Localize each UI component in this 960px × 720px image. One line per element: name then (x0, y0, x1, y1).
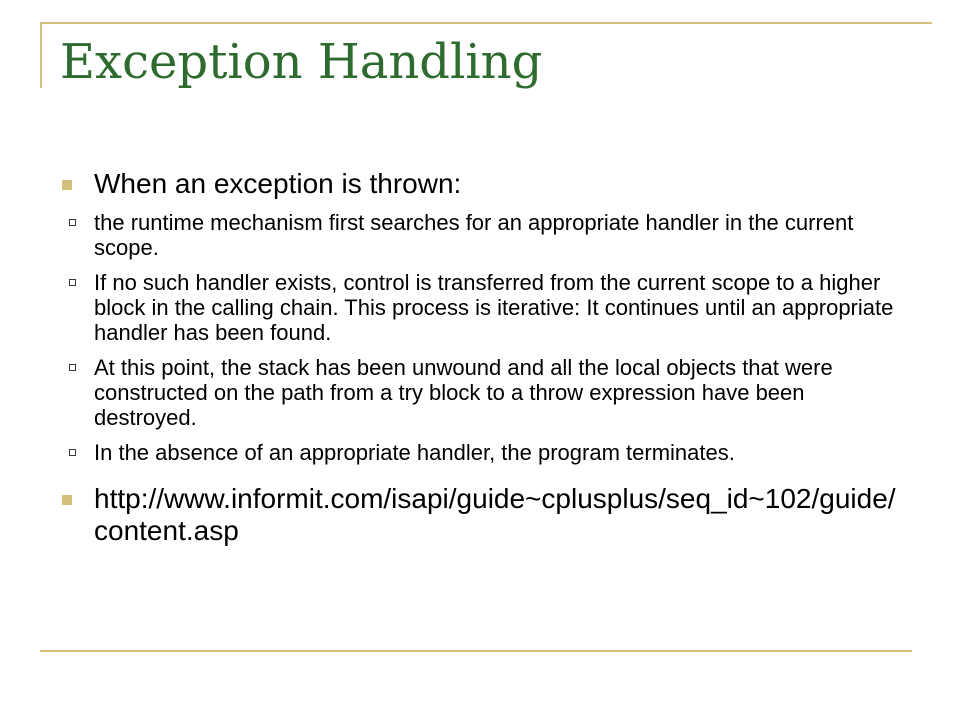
sub-bullet-item (60, 210, 900, 260)
sub-bullet-item (60, 355, 900, 430)
top-rule (40, 22, 932, 24)
reference-url-text: http://www.informit.com/isapi/guide~cplusplus/seq_id~102/guide/content.asp (94, 483, 896, 546)
square-bullet-icon (62, 495, 72, 505)
left-rule (40, 22, 42, 88)
bullet-text: When an exception is thrown: (94, 168, 462, 199)
bullet-item-reference-url (60, 483, 900, 547)
sub-bullet-list (60, 210, 900, 465)
hollow-square-bullet-icon (69, 364, 76, 371)
bottom-rule (40, 650, 912, 652)
sub-bullet-text: In the absence of an appropriate handler, the program terminates. (94, 440, 735, 465)
sub-bullet-item (60, 440, 900, 465)
slide-content (60, 168, 900, 547)
sub-bullet-text: At this point, the stack has been unwound and all the local objects that were constructed on the path from a try block to a throw expression have been destroyed. (94, 355, 833, 430)
hollow-square-bullet-icon (69, 219, 76, 226)
slide-title: Exception Handling (60, 34, 543, 90)
sub-bullet-item (60, 270, 900, 345)
bullet-item-exception-thrown (60, 168, 900, 200)
spacer (60, 475, 900, 483)
hollow-square-bullet-icon (69, 279, 76, 286)
sub-bullet-text: If no such handler exists, control is transferred from the current scope to a higher block in the calling chain. This process is iterative: It continues until an appropriate handler has been found. (94, 270, 894, 345)
hollow-square-bullet-icon (69, 449, 76, 456)
square-bullet-icon (62, 180, 72, 190)
sub-bullet-text: the runtime mechanism first searches for an appropriate handler in the current scope. (94, 210, 854, 260)
